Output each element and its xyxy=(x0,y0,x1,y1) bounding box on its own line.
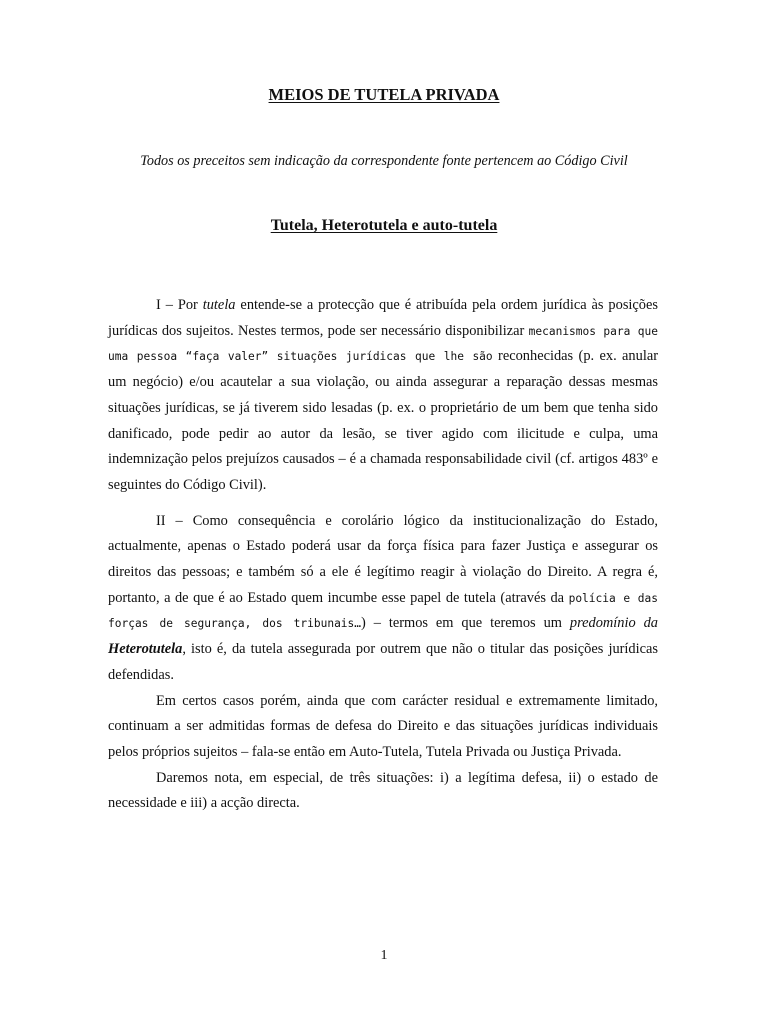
page-number: 1 xyxy=(380,948,388,963)
paragraph-1-term-tutela: tutela xyxy=(202,297,236,313)
source-note: Todos os preceitos sem indicação da correspondente fonte pertencem ao Código Civil xyxy=(140,153,628,169)
paragraph-2 xyxy=(108,509,658,689)
paragraph-3: Em certos casos porém, ainda que com carácter residual e extremamente limitado, continuam a ser admitidas formas de defesa do Direito e das situações jurídicas individuais pelos próprios sujeitos – fala-se então em Auto-Tutela, Tutela Privada ou Justiça Privada. xyxy=(108,692,658,760)
paragraph-4: Daremos nota, em especial, de três situações: i) a legítima defesa, ii) o estado de necessidade e iii) a acção directa. xyxy=(108,769,658,812)
paragraph-2-part-c: ) – termos em que teremos um xyxy=(361,615,570,632)
paragraph-2-part-f: , isto é, da tutela assegurada por outrem que não o titular das posições jurídicas defendidas. xyxy=(108,641,658,683)
paragraph-2-italic-phrase: predomínio da xyxy=(569,615,658,632)
paragraph-2-mono-phrase: polícia e das forças de segurança, dos tribunais… xyxy=(108,591,658,631)
paragraph-1-mono-phrase: mecanismos para que uma pessoa “faça valer” situações jurídicas que lhe são xyxy=(108,324,658,364)
paragraph-2-term-heterotutela: Heterotutela xyxy=(108,641,183,658)
paragraph-1-part-a: I – Por xyxy=(156,297,203,313)
body-text xyxy=(108,293,658,817)
paragraph-1 xyxy=(108,293,658,499)
document-title: MEIOS DE TUTELA PRIVADA xyxy=(268,85,500,104)
paragraph-2-part-a: II – Como consequência e corolário lógico da institucionalização do Estado, actualmente, apenas o Estado poderá usar da força física para fazer Justiça e assegurar os direitos das pessoas; e também só a ele é legítimo reagir à violação do Direito. A regra é, portanto, a de que é ao Estado quem incumbe esse papel de tutela (através da xyxy=(108,512,658,606)
paragraph-1-part-e: reconhecidas (p. ex. anular um negócio) e/ou acautelar a sua violação, ou ainda assegurar a reparação dessas mesmas situações jurídicas, se já tiverem sido lesadas (p. ex. o proprietário de um bem que tenha sido danificado, pode pedir ao autor da lesão, se tiver agido com ilicitude e culpa, uma indemnização pelos prejuízos causados – é a chamada responsabilidade civil (cf. artigos 483º e seguintes do Código Civil). xyxy=(108,348,658,493)
section-title: Tutela, Heterotutela e auto-tutela xyxy=(270,217,498,234)
paragraph-1-part-c: entende-se a protecção que é atribuída pela ordem jurídica às posições jurídicas dos sujeitos. Nestes termos, pode ser necessário disponibilizar xyxy=(108,297,658,339)
